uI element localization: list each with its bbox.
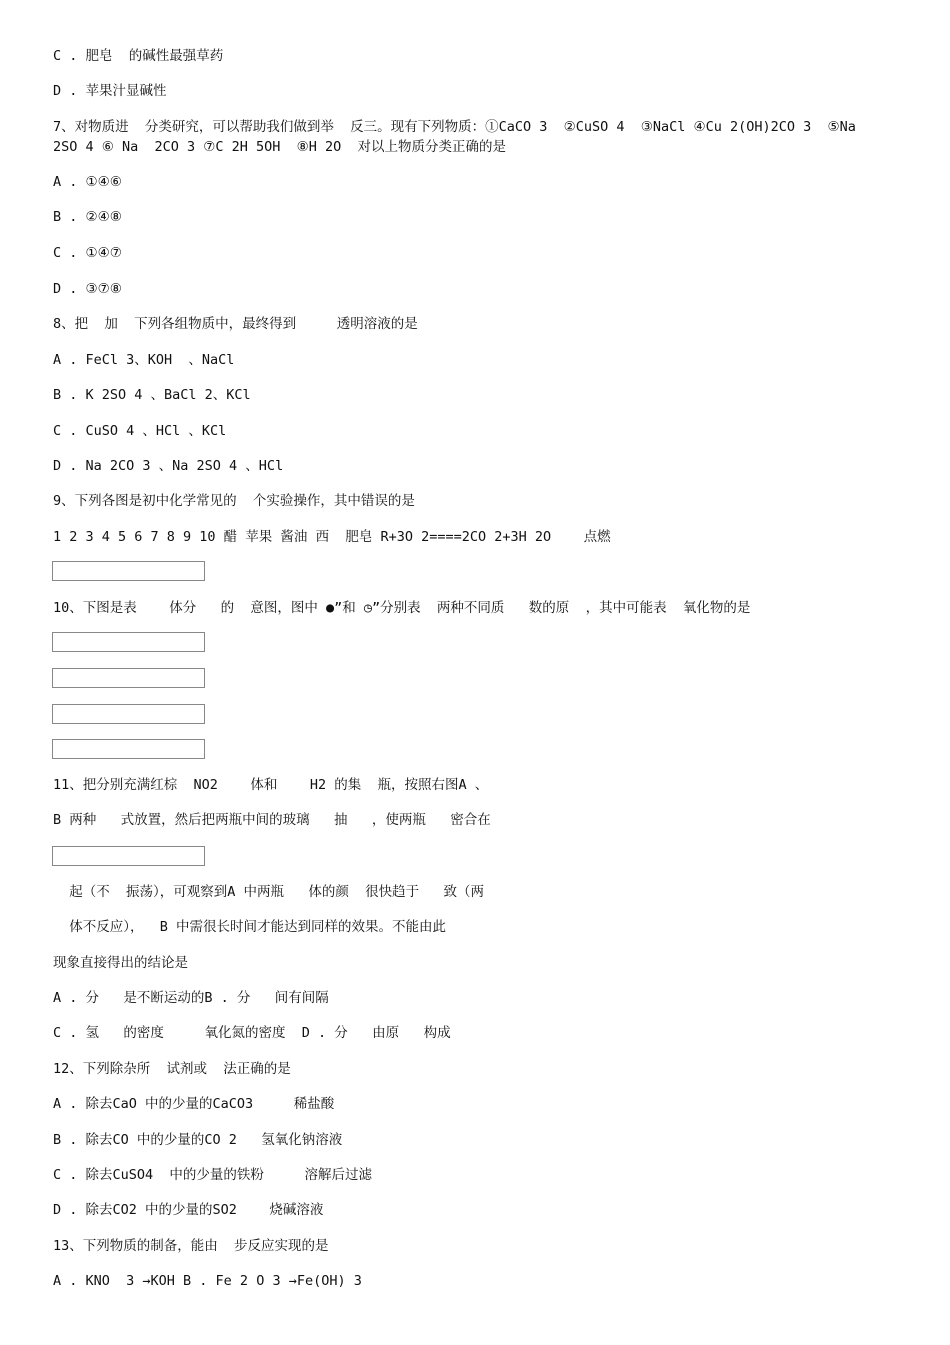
- question-9: 9、下列各图是初中化学常见的 个实验操作，其中错误的是: [53, 493, 415, 509]
- image-placeholder-q10-d: [52, 739, 205, 759]
- option-b-q12: B . 除去CO 中的少量的CO 2 氢氧化钠溶液: [53, 1132, 343, 1148]
- option-c-q12: C . 除去CuSO4 中的少量的铁粉 溶解后过滤: [53, 1167, 373, 1183]
- option-b-q8: B . K 2SO 4 、BaCl 2、KCl: [53, 387, 251, 403]
- option-a-q7: A . ①④⑥: [53, 174, 122, 190]
- image-placeholder-q10-a: [52, 632, 205, 652]
- question-12: 12、下列除杂所 试剂或 法正确的是: [53, 1061, 291, 1077]
- option-a-q8: A . FeCl 3、KOH 、NaCl: [53, 352, 235, 368]
- image-placeholder-q10-c: [52, 704, 205, 724]
- option-c-q6: C . 肥皂 的碱性最强草药: [53, 48, 224, 64]
- question-11-line-5: 现象直接得出的结论是: [53, 955, 188, 971]
- option-d-q6: D . 苹果汁显碱性: [53, 83, 167, 99]
- option-d-q7: D . ③⑦⑧: [53, 281, 122, 297]
- image-placeholder-q10-b: [52, 668, 205, 688]
- image-placeholder-q11: [52, 846, 205, 866]
- option-a-q12: A . 除去CaO 中的少量的CaCO3 稀盐酸: [53, 1096, 335, 1112]
- question-9-figure-text: 1 2 3 4 5 6 7 8 9 10 醋 苹果 酱油 西 肥皂 R+3O 2====2CO 2+3H 2O 点燃: [53, 529, 611, 545]
- option-b-q7: B . ②④⑧: [53, 209, 122, 225]
- option-ab-q11: A . 分 是不断运动的B . 分 间有间隔: [53, 990, 329, 1006]
- option-c-q7: C . ①④⑦: [53, 245, 122, 261]
- image-placeholder-q9: [52, 561, 205, 581]
- question-11-line-3: 起（不 振荡），可观察到A 中两瓶 体的颜 很快趋于 致（两: [53, 884, 485, 900]
- option-c-q8: C . CuSO 4 、HCl 、KCl: [53, 423, 227, 439]
- option-d-q12: D . 除去CO2 中的少量的SO2 烧碱溶液: [53, 1202, 324, 1218]
- question-13: 13、下列物质的制备，能由 步反应实现的是: [53, 1238, 329, 1254]
- question-7-line-1: 7、对物质进 分类研究，可以帮助我们做到举 反三。现有下列物质：①CaCO 3 ②CuSO 4 ③NaCl ④Cu 2(OH)2CO 3 ⑤Na: [53, 119, 856, 135]
- option-ab-q13: A . KNO 3 →KOH B . Fe 2 O 3 →Fe(OH) 3: [53, 1273, 362, 1289]
- question-11-line-2: B 两种 式放置，然后把两瓶中间的玻璃 抽 ，使两瓶 密合在: [53, 812, 491, 828]
- question-11-line-1: 11、把分别充满红棕 NO2 体和 H2 的集 瓶，按照右图A 、: [53, 777, 489, 793]
- question-11-line-4: 体不反应）， B 中需很长时间才能达到同样的效果。不能由此: [53, 919, 447, 935]
- option-cd-q11: C . 氢 的密度 氧化氮的密度 D . 分 由原 构成: [53, 1025, 451, 1041]
- question-10: 10、下图是表 体分 的 意图，图中 ●”和 ◷”分别表 两种不同质 数的原 ，其中可能表 氧化物的是: [53, 600, 751, 616]
- question-8: 8、把 加 下列各组物质中，最终得到 透明溶液的是: [53, 316, 418, 332]
- option-d-q8: D . Na 2CO 3 、Na 2SO 4 、HCl: [53, 458, 284, 474]
- question-7-line-2: 2SO 4 ⑥ Na 2CO 3 ⑦C 2H 5OH ⑧H 2O 对以上物质分类正确的是: [53, 139, 507, 155]
